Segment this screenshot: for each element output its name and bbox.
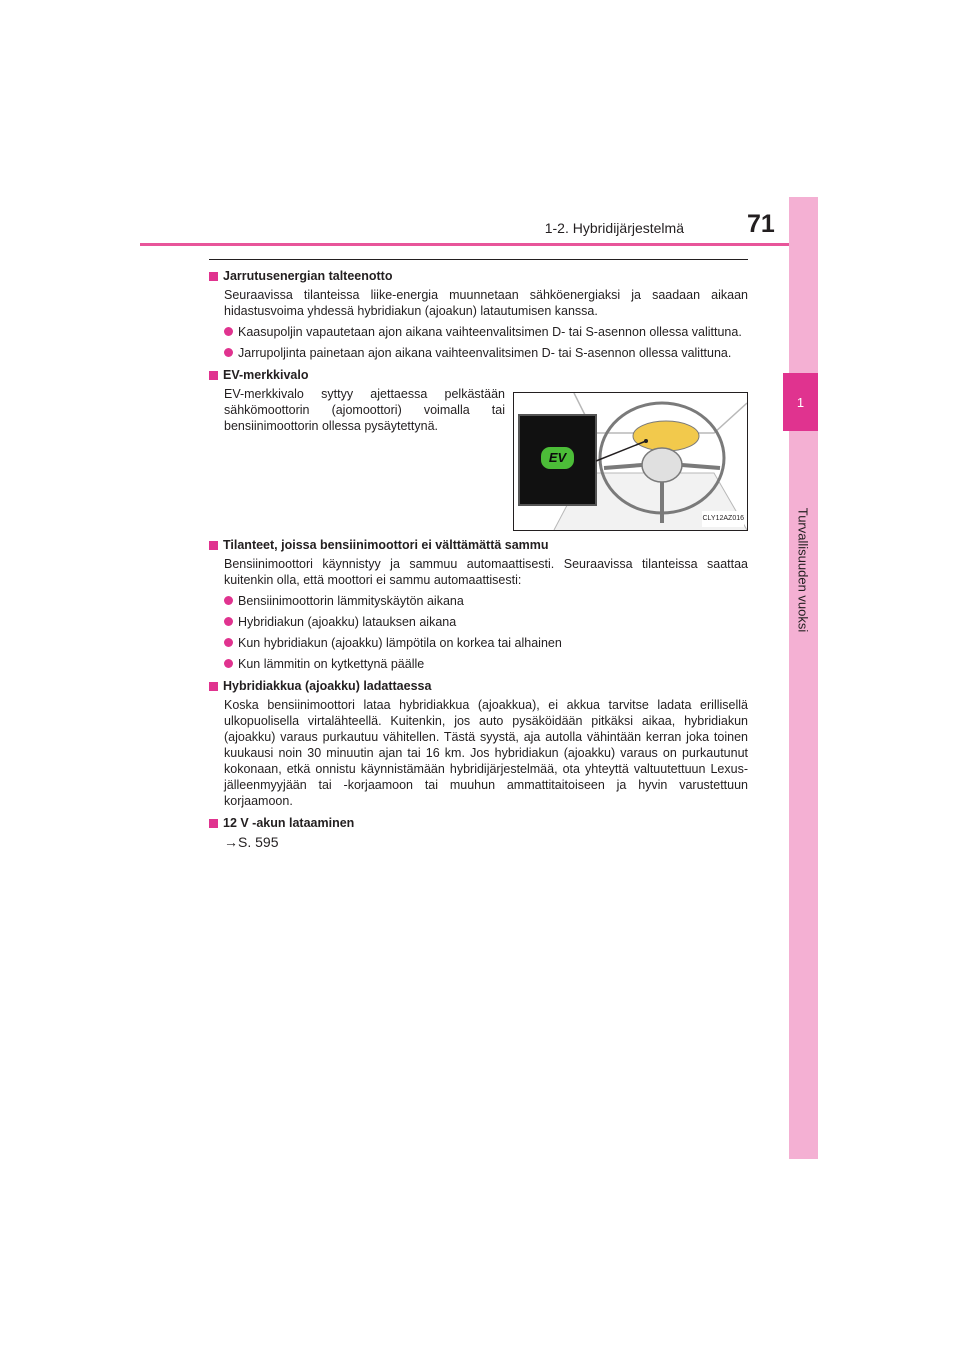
- section-body: Bensiinimoottori käynnistyy ja sammuu automaattisesti. Seuraavissa tilanteissa saattaa kuitenkin olla, että moottori ei sammu automaattisesti:: [224, 557, 748, 587]
- list-item: Kun lämmitin on kytkettynä päälle: [224, 656, 748, 672]
- square-bullet-icon: [209, 541, 218, 550]
- dot-bullet-icon: [224, 327, 233, 336]
- side-band: [789, 197, 818, 1159]
- section-heading: EV-merkkivalo: [223, 368, 309, 382]
- list-item: Bensiinimoottorin lämmityskäytön aikana: [224, 593, 748, 609]
- square-bullet-icon: [209, 819, 218, 828]
- section-engine-not-stopping: [209, 537, 748, 672]
- section-hybrid-battery-charging: [209, 678, 748, 809]
- header-rule: [140, 243, 818, 246]
- dot-bullet-icon: [224, 348, 233, 357]
- list-item: Jarrupoljinta painetaan ajon aikana vaihteenvalitsimen D- tai S-asennon ollessa valittuna.: [224, 345, 748, 361]
- section-title: 1-2. Hybridijärjestelmä: [544, 220, 684, 236]
- section-12v-battery: [209, 815, 748, 850]
- list-item: Kun hybridiakun (ajoakku) lämpötila on korkea tai alhainen: [224, 635, 748, 651]
- dot-bullet-icon: [224, 659, 233, 668]
- figure-code: CLY12AZ016: [702, 511, 744, 527]
- section-heading: Hybridiakkua (ajoakku) ladattaessa: [223, 679, 432, 693]
- dot-bullet-icon: [224, 596, 233, 605]
- section-body: EV-merkkivalo syttyy ajettaessa pelkästään sähkömoottorin (ajomoottori) voimalla tai bensiinimoottorin ollessa pysäytettynä.: [224, 387, 505, 433]
- chapter-label: Turvallisuuden vuoksi: [795, 507, 811, 633]
- section-body: Seuraavissa tilanteissa liike-energia muunnetaan sähköenergiaksi ja saadaan aikaan hidastusvoima yhdessä hybridiakun (ajoakun) latautumisen kanssa.: [224, 288, 748, 318]
- page-reference-link[interactable]: →S. 595: [224, 834, 279, 850]
- square-bullet-icon: [209, 371, 218, 380]
- section-regenerative-braking: [209, 268, 748, 361]
- list-item: Hybridiakun (ajoakku) latauksen aikana: [224, 614, 748, 630]
- page-content: [209, 268, 748, 856]
- section-heading: 12 V -akun lataaminen: [223, 816, 355, 830]
- square-bullet-icon: [209, 272, 218, 281]
- divider: [209, 259, 748, 260]
- section-body: Koska bensiinimoottori lataa hybridiakkua (ajoakkua), ei akkua tarvitse ladata erillisellä ulkopuolisella virtalähteellä. Kuitenkin, jos auto pysäköidään pitkäksi aikaa, hybridiakun (ajoakku) varaus purkautuu vähitellen. Tästä syystä, aja autolla vähintään kerran joka toinen kuukausi noin 30 minuutin ajan tai 16 km. Jos hybridiakun (ajoakku) varaus on purkautunut kokonaan, etkä onnistu käynnistämään hybridijärjestelmää, ota yhteyttä valtuutettuun Lexus-jälleenmyyjään tai -korjaamoon tai muuhun ammattitaitoiseen ja hyvin varustettuun korjaamoon.: [224, 698, 748, 808]
- section-heading: Jarrutusenergian talteenotto: [223, 269, 393, 283]
- section-ev-indicator: [209, 367, 748, 531]
- chapter-tab: 1: [783, 373, 818, 431]
- dot-bullet-icon: [224, 638, 233, 647]
- page-number: 71: [747, 210, 775, 238]
- list-item: Kaasupoljin vapautetaan ajon aikana vaihteenvalitsimen D- tai S-asennon ollessa valittuna.: [224, 324, 748, 340]
- dashboard-illustration: [513, 392, 748, 531]
- square-bullet-icon: [209, 682, 218, 691]
- dot-bullet-icon: [224, 617, 233, 626]
- ev-indicator-icon: EV: [541, 447, 574, 469]
- section-heading: Tilanteet, joissa bensiinimoottori ei välttämättä sammu: [223, 538, 549, 552]
